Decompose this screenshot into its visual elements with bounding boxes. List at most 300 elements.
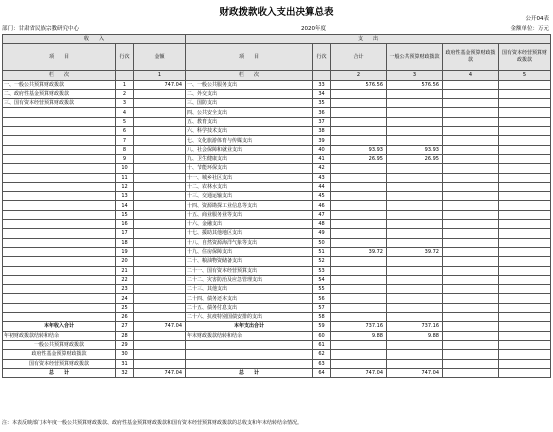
col-index-blank	[313, 71, 331, 80]
expense-gov-fund	[443, 99, 499, 108]
income-line-number: 24	[116, 294, 134, 303]
table-row	[3, 99, 551, 108]
expense-line-number: 39	[313, 136, 331, 145]
header-row-sections	[3, 35, 551, 44]
report-meta	[2, 24, 551, 33]
expense-total	[331, 136, 387, 145]
expense-general-budget	[387, 89, 443, 98]
expense-line-number: 40	[313, 145, 331, 154]
expense-item-label: 六、科学技术支出	[186, 127, 313, 136]
expense-gov-fund	[443, 80, 499, 89]
expense-line-number: 48	[313, 220, 331, 229]
expense-gov-fund	[443, 257, 499, 266]
expense-total-header: 合计	[331, 44, 387, 71]
expense-state-capital	[499, 201, 551, 210]
expense-line-number: 44	[313, 182, 331, 191]
expense-gov-fund	[443, 164, 499, 173]
expense-state-capital	[499, 210, 551, 219]
income-item-label	[3, 313, 116, 322]
table-row	[3, 80, 551, 89]
income-item-label	[3, 210, 116, 219]
income-line-number: 5	[116, 117, 134, 126]
expense-state-capital	[499, 192, 551, 201]
expense-item-label: 十八、自然资源海洋气象等支出	[186, 238, 313, 247]
expense-state-capital	[499, 108, 551, 117]
income-item-label	[3, 257, 116, 266]
income-amount	[134, 303, 186, 312]
carry-sub-line: 31	[116, 359, 134, 368]
table-row	[3, 192, 551, 201]
income-line-number: 17	[116, 229, 134, 238]
expense-line-number: 36	[313, 108, 331, 117]
income-line-number: 10	[116, 164, 134, 173]
income-amount	[134, 247, 186, 256]
expense-state-capital	[499, 303, 551, 312]
carry-sub-label: 政府性基金预算财政拨款	[3, 350, 116, 359]
table-row	[3, 127, 551, 136]
expense-state-capital	[499, 257, 551, 266]
income-amount	[134, 220, 186, 229]
expense-gov-fund	[443, 173, 499, 182]
expense-line-number: 50	[313, 238, 331, 247]
expense-line-number: 58	[313, 313, 331, 322]
income-item-label	[3, 127, 116, 136]
income-line-number: 1	[116, 80, 134, 89]
expense-gov-fund	[443, 294, 499, 303]
income-line-number: 25	[116, 303, 134, 312]
income-amount	[134, 108, 186, 117]
income-total-line: 27	[116, 322, 134, 331]
expense-line-header: 行次	[313, 44, 331, 71]
table-row	[3, 173, 551, 182]
table-row	[3, 285, 551, 294]
form-code: 公开04表	[525, 16, 549, 22]
table-row	[3, 303, 551, 312]
income-item-label	[3, 275, 116, 284]
table-row	[3, 294, 551, 303]
income-item-label	[3, 201, 116, 210]
income-line-number: 20	[116, 257, 134, 266]
carry-sub-right-label	[186, 340, 313, 349]
expense-line-number: 38	[313, 127, 331, 136]
expense-state-capital	[499, 182, 551, 191]
empty-cell	[331, 340, 387, 349]
expense-line-number: 49	[313, 229, 331, 238]
expense-gov-fund	[443, 154, 499, 163]
income-item-label	[3, 173, 116, 182]
expense-gov-fund	[443, 136, 499, 145]
grand-total-right-general: 747.04	[387, 368, 443, 377]
income-item-label	[3, 164, 116, 173]
grand-total-right-label: 总 计	[186, 368, 313, 377]
income-item-label	[3, 229, 116, 238]
income-item-label	[3, 154, 116, 163]
col-index-3: 3	[387, 71, 443, 80]
grand-total-capital	[499, 368, 551, 377]
expense-total	[331, 303, 387, 312]
expense-total	[331, 89, 387, 98]
income-amount	[134, 266, 186, 275]
expense-gov-fund	[443, 210, 499, 219]
expense-item-label: 八、社会保障和就业支出	[186, 145, 313, 154]
expense-total	[331, 192, 387, 201]
carry-sub-right-line: 62	[313, 350, 331, 359]
table-row	[3, 108, 551, 117]
col-index-label-left: 栏 次	[3, 71, 116, 80]
income-item-header: 项 目	[3, 44, 116, 71]
expense-gov-fund	[443, 266, 499, 275]
expense-line-number: 55	[313, 285, 331, 294]
income-line-number: 26	[116, 313, 134, 322]
expense-total	[331, 127, 387, 136]
empty-cell	[443, 340, 499, 349]
empty-cell	[499, 359, 551, 368]
expense-line-number: 46	[313, 201, 331, 210]
expense-state-capital	[499, 294, 551, 303]
expense-state-capital	[499, 164, 551, 173]
general-budget-header: 一般公共预算财政拨款	[387, 44, 443, 71]
expense-item-label: 十二、农林水支出	[186, 182, 313, 191]
expense-line-number: 34	[313, 89, 331, 98]
expense-gov-fund	[443, 89, 499, 98]
income-line-number: 15	[116, 210, 134, 219]
expense-item-label: 三、国防支出	[186, 99, 313, 108]
income-amount	[134, 275, 186, 284]
expense-general-budget	[387, 108, 443, 117]
expense-gov-fund	[443, 313, 499, 322]
table-row	[3, 89, 551, 98]
carry-sub-label: 一般公共预算财政拨款	[3, 340, 116, 349]
expense-general-budget	[387, 303, 443, 312]
col-index-2: 2	[331, 71, 387, 80]
expense-line-number: 41	[313, 154, 331, 163]
income-item-label	[3, 285, 116, 294]
expense-general-budget	[387, 257, 443, 266]
income-amount	[134, 294, 186, 303]
income-total-label: 本年收入合计	[3, 322, 116, 331]
expense-general-budget	[387, 275, 443, 284]
expense-line-number: 37	[313, 117, 331, 126]
income-amount	[134, 257, 186, 266]
expense-line-number: 52	[313, 257, 331, 266]
carry-sub-line: 30	[116, 350, 134, 359]
income-amount	[134, 127, 186, 136]
expense-line-number: 53	[313, 266, 331, 275]
expense-line-number: 51	[313, 247, 331, 256]
expense-line-number: 45	[313, 192, 331, 201]
expense-state-capital	[499, 275, 551, 284]
table-row	[3, 247, 551, 256]
expense-line-number: 33	[313, 80, 331, 89]
expense-general-budget	[387, 99, 443, 108]
income-item-label	[3, 108, 116, 117]
expense-gov-fund	[443, 201, 499, 210]
expense-total: 26.95	[331, 154, 387, 163]
expense-item-label: 二十一、国有资本经营预算支出	[186, 266, 313, 275]
expense-general-budget	[387, 294, 443, 303]
expense-gov-fund	[443, 145, 499, 154]
header-row-columns	[3, 44, 551, 71]
income-amount	[134, 154, 186, 163]
expense-general-budget	[387, 201, 443, 210]
table-row	[3, 266, 551, 275]
expense-item-label: 一、一般公共服务支出	[186, 80, 313, 89]
expense-general-budget	[387, 173, 443, 182]
expense-general-budget	[387, 220, 443, 229]
expense-total	[331, 182, 387, 191]
gov-fund-header: 政府性基金预算财政拨款	[443, 44, 499, 71]
expense-general-budget	[387, 192, 443, 201]
expense-total	[331, 285, 387, 294]
carry-sub-right-label	[186, 359, 313, 368]
income-line-number: 21	[116, 266, 134, 275]
grand-total-right-line: 64	[313, 368, 331, 377]
income-item-label	[3, 117, 116, 126]
expense-item-label: 五、教育支出	[186, 117, 313, 126]
carry-in-amount	[134, 331, 186, 340]
income-line-number: 8	[116, 145, 134, 154]
expense-total	[331, 173, 387, 182]
income-amount	[134, 117, 186, 126]
grand-total-row	[3, 368, 551, 377]
expense-item-label: 二十四、债务还本支出	[186, 294, 313, 303]
income-item-label	[3, 238, 116, 247]
col-index-label-right: 栏 次	[186, 71, 313, 80]
expense-total	[331, 266, 387, 275]
expense-state-capital	[499, 145, 551, 154]
expense-total	[331, 117, 387, 126]
income-item-label: 三、国有资本经营预算财政拨款	[3, 99, 116, 108]
carry-sub-right-line: 61	[313, 340, 331, 349]
expense-state-capital	[499, 247, 551, 256]
expense-line-number: 54	[313, 275, 331, 284]
expense-general-budget	[387, 136, 443, 145]
income-amount	[134, 313, 186, 322]
expense-item-label: 十一、城乡社区支出	[186, 173, 313, 182]
empty-cell	[387, 359, 443, 368]
table-row	[3, 210, 551, 219]
footnote: 注：本表反映部门本年度一般公共预算财政拨款、政府性基金预算财政拨款和国有资本经营预算财政拨款的总收支和年末结转结余情况。	[2, 420, 303, 426]
expense-item-label: 二、外交支出	[186, 89, 313, 98]
carry-in-label: 年初财政拨款结转和结余	[3, 331, 116, 340]
income-line-number: 9	[116, 154, 134, 163]
expense-item-label: 十六、金融支出	[186, 220, 313, 229]
empty-cell	[443, 359, 499, 368]
expense-gov-fund	[443, 238, 499, 247]
expense-total-line: 59	[313, 322, 331, 331]
income-line-number: 16	[116, 220, 134, 229]
income-line-number: 13	[116, 192, 134, 201]
expense-general-budget	[387, 266, 443, 275]
expense-item-label: 十三、交通运输支出	[186, 192, 313, 201]
income-line-number: 11	[116, 173, 134, 182]
table-row	[3, 182, 551, 191]
expense-total: 93.93	[331, 145, 387, 154]
expense-item-label: 十五、商业服务业等支出	[186, 210, 313, 219]
annual-total-row	[3, 322, 551, 331]
carry-sub-amount	[134, 350, 186, 359]
expense-total-general: 737.16	[387, 322, 443, 331]
expense-state-capital	[499, 154, 551, 163]
income-amount-header: 金额	[134, 44, 186, 71]
expense-gov-fund	[443, 182, 499, 191]
income-amount	[134, 99, 186, 108]
expense-gov-fund	[443, 220, 499, 229]
expense-gov-fund	[443, 303, 499, 312]
expense-general-budget	[387, 238, 443, 247]
table-row	[3, 220, 551, 229]
income-item-label	[3, 182, 116, 191]
expense-state-capital	[499, 220, 551, 229]
carry-sub-row-3	[3, 359, 551, 368]
table-row	[3, 154, 551, 163]
income-item-label: 二、政府性基金预算财政拨款	[3, 89, 116, 98]
expense-line-number: 57	[313, 303, 331, 312]
grand-total-left-line: 32	[116, 368, 134, 377]
table-row	[3, 313, 551, 322]
income-amount	[134, 229, 186, 238]
income-line-number: 22	[116, 275, 134, 284]
expense-total	[331, 108, 387, 117]
income-line-number: 12	[116, 182, 134, 191]
table-row	[3, 229, 551, 238]
expense-total-capital	[499, 322, 551, 331]
table-row	[3, 257, 551, 266]
income-amount	[134, 145, 186, 154]
income-line-number: 23	[116, 285, 134, 294]
expense-total: 576.56	[331, 80, 387, 89]
empty-cell	[387, 350, 443, 359]
expense-state-capital	[499, 89, 551, 98]
carry-row	[3, 331, 551, 340]
expense-total	[331, 275, 387, 284]
carry-sub-line: 29	[116, 340, 134, 349]
carry-out-line: 60	[313, 331, 331, 340]
expense-item-label: 二十三、其他支出	[186, 285, 313, 294]
income-amount	[134, 285, 186, 294]
income-line-number: 18	[116, 238, 134, 247]
expense-item-label: 二十二、灾害防治及应急管理支出	[186, 275, 313, 284]
expense-state-capital	[499, 117, 551, 126]
expense-total	[331, 238, 387, 247]
income-item-label	[3, 220, 116, 229]
expense-state-capital	[499, 80, 551, 89]
state-capital-header: 国有资本经营预算财政拨款	[499, 44, 551, 71]
expense-line-number: 47	[313, 210, 331, 219]
empty-cell	[443, 350, 499, 359]
income-line-number: 6	[116, 127, 134, 136]
carry-sub-label: 国有资本经营预算财政拨款	[3, 359, 116, 368]
expense-total	[331, 257, 387, 266]
expense-gov-fund	[443, 127, 499, 136]
income-item-label	[3, 294, 116, 303]
income-amount	[134, 201, 186, 210]
income-amount	[134, 173, 186, 182]
income-total-amount: 747.04	[134, 322, 186, 331]
expense-total-total: 737.16	[331, 322, 387, 331]
expense-section-header: 支 出	[186, 35, 551, 44]
income-line-number: 14	[116, 201, 134, 210]
carry-out-general: 9.88	[387, 331, 443, 340]
income-line-number: 4	[116, 108, 134, 117]
year-label: 2020年度	[301, 26, 326, 32]
expense-total	[331, 99, 387, 108]
carry-sub-right-label	[186, 350, 313, 359]
income-line-number: 2	[116, 89, 134, 98]
unit-label: 金额单位：万元	[510, 26, 549, 32]
empty-cell	[499, 350, 551, 359]
expense-line-number: 42	[313, 164, 331, 173]
col-index-5: 5	[499, 71, 551, 80]
income-amount	[134, 210, 186, 219]
expense-line-number: 43	[313, 173, 331, 182]
income-amount: 747.04	[134, 80, 186, 89]
carry-out-total: 9.88	[331, 331, 387, 340]
income-line-number: 7	[116, 136, 134, 145]
header-row-column-index	[3, 71, 551, 80]
expense-total-label: 本年支出合计	[186, 322, 313, 331]
expense-general-budget: 576.56	[387, 80, 443, 89]
expense-state-capital	[499, 99, 551, 108]
expense-gov-fund	[443, 247, 499, 256]
expense-general-budget	[387, 229, 443, 238]
expense-state-capital	[499, 266, 551, 275]
expense-item-header: 项 目	[186, 44, 313, 71]
grand-total-fund	[443, 368, 499, 377]
expense-gov-fund	[443, 275, 499, 284]
table-row	[3, 145, 551, 154]
grand-total-left-label: 总 计	[3, 368, 116, 377]
expense-item-label: 二十六、抗疫特别国债安排的支出	[186, 313, 313, 322]
empty-cell	[331, 350, 387, 359]
expense-total	[331, 294, 387, 303]
table-row	[3, 201, 551, 210]
expense-total	[331, 229, 387, 238]
income-amount	[134, 136, 186, 145]
expense-line-number: 56	[313, 294, 331, 303]
expense-total: 39.72	[331, 247, 387, 256]
table-row	[3, 275, 551, 284]
carry-sub-row-2	[3, 350, 551, 359]
expense-item-label: 十四、资源勘探工业信息等支出	[186, 201, 313, 210]
table-row	[3, 238, 551, 247]
expense-state-capital	[499, 229, 551, 238]
table-row	[3, 136, 551, 145]
carry-sub-amount	[134, 340, 186, 349]
expense-gov-fund	[443, 108, 499, 117]
income-item-label	[3, 303, 116, 312]
income-line-number: 19	[116, 247, 134, 256]
expense-gov-fund	[443, 192, 499, 201]
expense-gov-fund	[443, 117, 499, 126]
expense-total-fund	[443, 322, 499, 331]
expense-general-budget	[387, 313, 443, 322]
expense-state-capital	[499, 127, 551, 136]
carry-sub-amount	[134, 359, 186, 368]
expense-item-label: 九、卫生健康支出	[186, 154, 313, 163]
carry-out-label: 年末财政拨款结转和结余	[186, 331, 313, 340]
empty-cell	[331, 359, 387, 368]
income-amount	[134, 192, 186, 201]
expense-general-budget: 26.95	[387, 154, 443, 163]
department-label: 部门：甘肃省民族宗教研究中心	[2, 26, 80, 32]
expense-general-budget	[387, 182, 443, 191]
expense-total	[331, 201, 387, 210]
expense-item-label: 十九、住房保障支出	[186, 247, 313, 256]
carry-sub-row-1	[3, 340, 551, 349]
expense-item-label: 二十五、债务付息支出	[186, 303, 313, 312]
carry-in-line: 28	[116, 331, 134, 340]
